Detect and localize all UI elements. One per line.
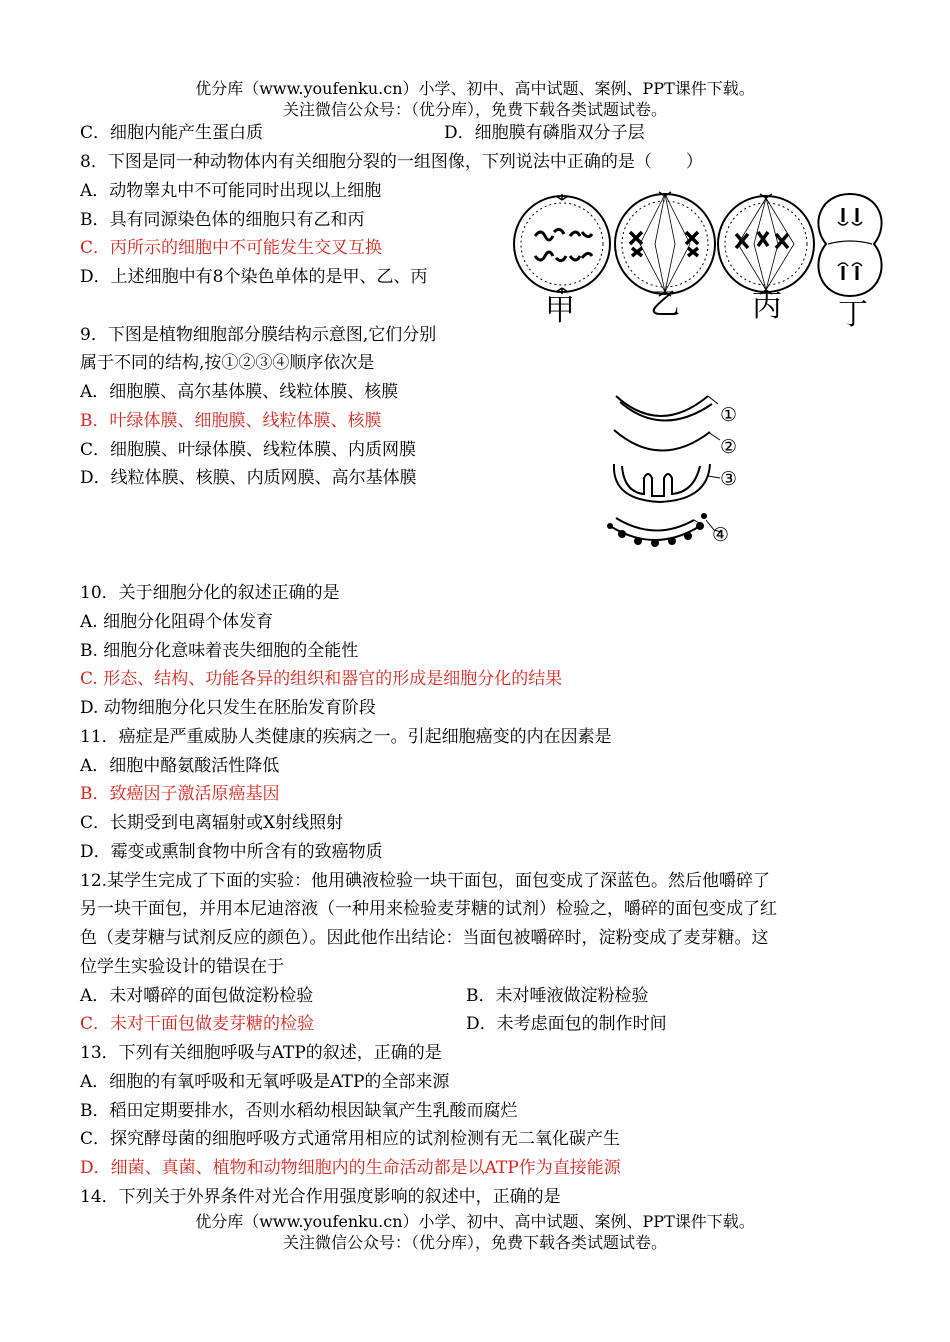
q12-option-a: A．未对嚼碎的面包做淀粉检验: [80, 986, 314, 1006]
q7-option-c: C．细胞内能产生蛋白质: [80, 123, 264, 143]
q12-stem-line-1: 12.某学生完成了下面的实验：他用碘液检验一块干面包，面包变成了深蓝色。然后他嚼碎了: [80, 871, 771, 891]
q8-option-b: B．具有同源染色体的细胞只有乙和丙: [80, 210, 365, 230]
q9-option-a: A．细胞膜、高尔基体膜、线粒体膜、核膜: [80, 382, 399, 402]
q9-stem-line-2: 属于不同的结构,按①②③④顺序依次是: [80, 353, 375, 373]
q8-option-c-answer: C．丙所示的细胞中不可能发生交叉互换: [80, 238, 383, 258]
cell-yi: [615, 192, 715, 296]
q7-option-d: D．细胞膜有磷脂双分子层: [444, 123, 645, 143]
q8-option-a: A．动物睾丸中不可能同时出现以上细胞: [80, 181, 382, 201]
q10-option-c-answer: C. 形态、结构、功能各异的组织和器官的形成是细胞分化的结果: [80, 669, 563, 689]
q9-label-4: ④: [712, 524, 730, 546]
membrane-structures-figure: [600, 392, 770, 562]
cell-jia: [514, 194, 610, 294]
q11-option-d: D．霉变或熏制食物中所含有的致癌物质: [80, 842, 383, 862]
q11-option-c: C．长期受到电离辐射或X射线照射: [80, 813, 344, 833]
q13-option-d-answer: D．细菌、真菌、植物和动物细胞内的生命活动都是以ATP作为直接能源: [80, 1158, 621, 1178]
q13-option-c: C．探究酵母菌的细胞呼吸方式通常用相应的试剂检测有无二氧化碳产生: [80, 1129, 621, 1149]
q9-option-d: D．线粒体膜、核膜、内质网膜、高尔基体膜: [80, 468, 417, 488]
q12-option-c-answer: C．未对干面包做麦芽糖的检验: [80, 1014, 315, 1034]
q12-stem-line-3: 色（麦芽糖与试剂反应的颜色）。因此他作出结论：当面包被嚼碎时，淀粉变成了麦芽糖。这: [80, 928, 769, 948]
q8-option-d: D．上述细胞中有8个染色单体的是甲、乙、丙: [80, 267, 428, 287]
q9-option-c: C．细胞膜、叶绿体膜、线粒体膜、内质网膜: [80, 440, 417, 460]
q12-option-b: B．未对唾液做淀粉检验: [466, 986, 649, 1006]
q14-stem: 14．下列关于外界条件对光合作用强度影响的叙述中，正确的是: [80, 1187, 561, 1207]
q10-stem: 10．关于细胞分化的叙述正确的是: [80, 583, 340, 603]
q13-option-a: A．细胞的有氧呼吸和无氧呼吸是ATP的全部来源: [80, 1072, 450, 1092]
cell-bing: [718, 194, 814, 294]
q10-option-d: D. 动物细胞分化只发生在胚胎发育阶段: [80, 698, 376, 718]
q9-label-2: ②: [720, 436, 738, 458]
page-footer-line-2: 关注微信公众号：（优分库），免费下载各类试题试卷。: [282, 1233, 667, 1252]
q13-stem: 13．下列有关细胞呼吸与ATP的叙述，正确的是: [80, 1043, 442, 1063]
q8-label-bing: 丙: [752, 289, 782, 324]
q8-label-jia: 甲: [545, 293, 575, 328]
q9-stem-line-1: 9．下图是植物细胞部分膜结构示意图,它们分别: [80, 325, 437, 345]
page-footer-line-1: 优分库（www.youfenku.cn）小学、初中、高中试题、案例、PPT课件下载。: [195, 1212, 755, 1231]
q12-stem-line-2: 另一块干面包，并用本尼迪溶液（一种用来检验麦芽糖的试剂）检验之，嚼碎的面包变成了红: [80, 899, 777, 919]
q9-label-3: ③: [720, 468, 738, 490]
q9-option-b-answer: B．叶绿体膜、细胞膜、线粒体膜、核膜: [80, 411, 382, 431]
cell-ding: [818, 194, 881, 296]
page-header-line-2: 关注微信公众号：（优分库），免费下载各类试题试卷。: [282, 100, 667, 119]
q13-option-b: B．稻田定期要排水，否则水稻幼根因缺氧产生乳酸而腐烂: [80, 1101, 518, 1121]
q11-option-b-answer: B．致癌因子激活原癌基因: [80, 784, 280, 804]
q8-stem: 8．下图是同一种动物体内有关细胞分裂的一组图像，下列说法中正确的是（ ）: [80, 152, 703, 172]
page-header-line-1: 优分库（www.youfenku.cn）小学、初中、高中试题、案例、PPT课件下载。: [195, 79, 755, 98]
q11-stem: 11．癌症是严重威胁人类健康的疾病之一。引起细胞癌变的内在因素是: [80, 727, 612, 747]
q11-option-a: A．细胞中酪氨酸活性降低: [80, 756, 280, 776]
q12-stem-line-4: 位学生实验设计的错误在于: [80, 957, 284, 977]
q10-option-a: A. 细胞分化阻碍个体发育: [80, 612, 274, 632]
q8-label-ding: 丁: [838, 297, 868, 332]
q12-option-d: D．未考虑面包的制作时间: [466, 1014, 667, 1034]
q9-label-1: ①: [720, 404, 738, 426]
q8-label-yi: 乙: [650, 287, 680, 322]
q10-option-b: B. 细胞分化意味着丧失细胞的全能性: [80, 641, 359, 661]
